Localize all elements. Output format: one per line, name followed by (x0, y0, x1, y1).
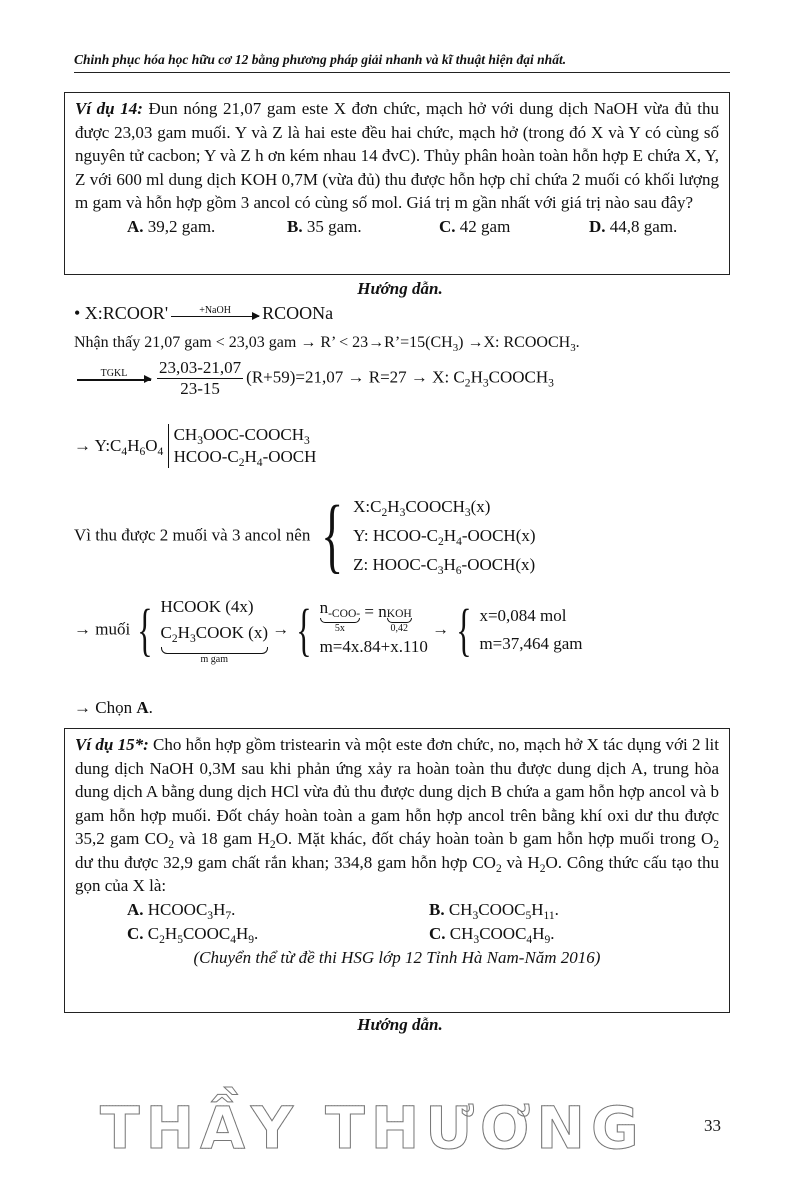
example-14-question (75, 97, 719, 215)
sol-line-5: Vì thu được 2 muối và 3 ancol nên { $X:C_2H_3COOCH_3(x)$ Y: HCOO-$C_2H_4-OOCH(x)$ Z: HOOC-$C_3H_6-OOCH(x)$ (74, 488, 536, 582)
xyz-system: $X:C_2H_3COOCH_3(x)$ Y: HCOO-$C_2H_4-OOCH(x)$ Z: HOOC-$C_3H_6-OOCH(x)$ (353, 497, 536, 578)
example-15-question: Ví dụ 15*: Cho hỗn hợp gồm tristearin và một este đơn chức, no, mạch hở X tác dụng với 2 lit dung dịch NaOH 0,3M sau khi phản ứng xảy ra hoàn toàn thu được dung dịch A, trung hòa dung dịch A bằng dung dịch HCl vừa đủ thu được dung dịch B chứa a gam hỗn hợp ancol và b gam hỗn hợp muối. Đốt cháy hoàn toàn a gam hỗn hợp ancol trên bằng khí oxi dư thu được 35,2 gam $CO_2$ và 18 gam $H_2O$. Mặt khác, đốt cháy hoàn toàn b gam hỗn hợp muối trong $O_2$ dư thu được 32,9 gam chất rắn khan; 334,8 gam hỗn hợp $CO_2$ và $H_2O$. Công thức cấu tạo thu gọn của X là: (75, 735, 720, 895)
footer-logo: THẦY THƯƠNG (100, 1098, 690, 1158)
salt-system: HCOOK (4x) $C_2H_3COOK$ (x) m gam (160, 597, 268, 665)
result-system: x=0,084 mol m=37,464 gam (479, 605, 583, 653)
example-15-source: (Chuyển thể từ đề thi HSG lớp 12 Tỉnh Hà Nam-Năm 2016) (193, 947, 601, 967)
guide-title-15: Hướng dẫn. (357, 1015, 443, 1034)
ex15-choice-b[interactable]: B. $CH_3COOC_5H_{11}$. (429, 899, 559, 922)
example-14-label: Ví dụ 14: (75, 99, 143, 118)
choice-c[interactable]: C. 42 gam (439, 216, 511, 236)
example-15-box (64, 728, 730, 1013)
choice-a[interactable]: A. 39,2 gam. (127, 216, 216, 236)
page-number: 33 (704, 1116, 721, 1135)
example-14-text: Đun nóng 21,07 gam este X đơn chức, mạch hở với dung dịch NaOH vừa đủ thu được 23,03 gam muối. Y và Z là hai este đều hai chức, mạch hở (trong đó X và Y có cùng số nguyên tử cacbon; Y và Z h ơn kém nhau 14 đvC). Thủy phân hoàn toàn hỗn hợp E chứa X, Y, Z với 600 ml dung dịch KOH 0,7M (vừa đủ) thu được hỗn hợp chỉ chứa 2 muối có khối lượng m gam và hỗn hợp gồm 3 ancol có cùng số mol. Giá trị m gần nhất với giá trị nào sau đây? (75, 99, 719, 212)
example-15-choices-row1 (127, 898, 719, 922)
mol-system: $n_{-COO-}$ 5x = n $_{KOH}$ 0,42 m=4x.84+x.110 (319, 598, 428, 656)
ex15-choice-a[interactable]: A. $HCOOC_3H_7$. (127, 899, 236, 922)
sol-answer: → Chọn A. (74, 698, 153, 717)
example-15-choices-row2 (127, 922, 719, 946)
reaction-arrow: +NaOH (171, 305, 259, 325)
ex15-choice-d[interactable]: C. $CH_3COOC_4H_9$. (429, 923, 555, 946)
y-options: $CH_3OOC-COOCH_3$ HCOO-$C_2H_4$-OOCH (168, 424, 317, 468)
sol-line-2: Nhận thấy 21,07 gam < 23,03 gam → R’ < $23\to R’=15(CH_3) \to X$: $RCOOCH_3$. (74, 334, 580, 354)
sol-line-3: TGKL $\frac{23,03-21,07}{23-15}$ (R+59)=21,07 → R=27 → X: $C_2H_3COOCH_3$ (74, 358, 554, 399)
sol-line-6: → muối { HCOOK (4x) $C_2H_3COOK$ (x) m gam → { $n_{-COO-}$ 5x = n $_{KOH}$ 0,42 m=4x.84+x.110 → { x=0,084 mol m=37,464 gam (74, 594, 583, 665)
choice-d[interactable]: D. 44,8 gam. (589, 216, 678, 236)
sol-line-4: → $Y:C_4H_6O_4$ $CH_3OOC-COOCH_3$ HCOO-$C_2H_4$-OOCH (74, 425, 317, 470)
ex15-choice-c[interactable]: C. $C_2H_5COOC_4H_9$. (127, 923, 259, 946)
example-14-choices (75, 215, 719, 238)
example-14-box (64, 92, 730, 275)
guide-title-14: Hướng dẫn. (357, 279, 443, 298)
sol-line-1: • X:RCOOR' +NaOH RCOONa (74, 303, 334, 323)
fraction: $\frac{23,03-21,07}{23-15}$ (159, 358, 242, 398)
example-15-label: Ví dụ 15*: (75, 735, 149, 754)
running-header: Chinh phục hóa học hữu cơ 12 bằng phương pháp giải nhanh và kĩ thuật hiện đại nhất. (74, 52, 730, 73)
choice-b[interactable]: B. 35 gam. (287, 216, 362, 236)
tgkl-arrow: TGKL (77, 368, 151, 388)
